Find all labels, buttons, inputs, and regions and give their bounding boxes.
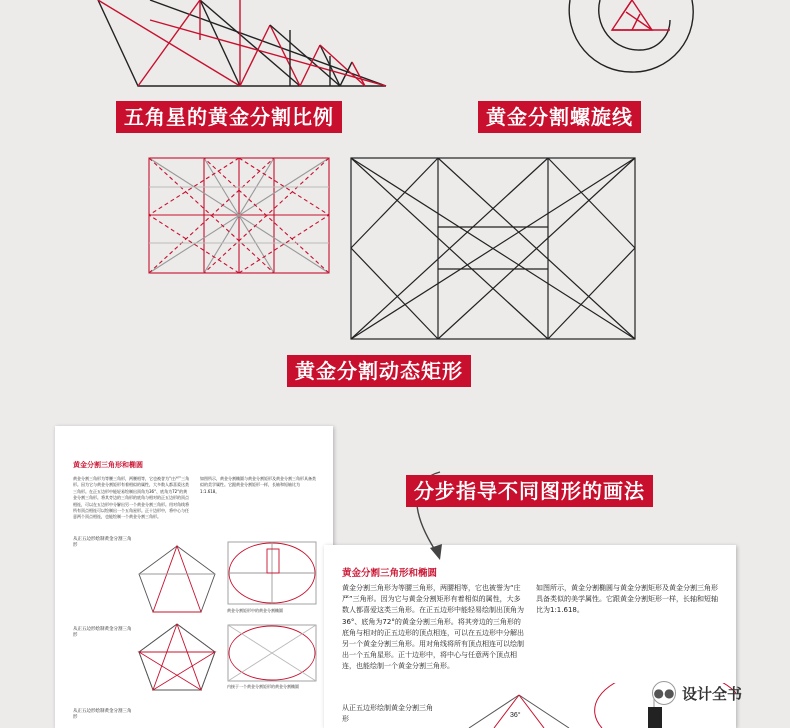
back-pentagon-diagram-2: [135, 622, 219, 692]
wechat-icon: ●●: [652, 681, 676, 705]
back-page-caption-1: 从正五边形绘制黄金分割三角形: [73, 537, 132, 548]
front-page-paragraph-2: 如图所示，黄金分割椭圆与黄金分割矩形及黄金分割三角形具备类似的美学属性。它跟黄金分割矩形一样，长轴和短轴比为1:1.618。: [536, 584, 718, 615]
dynamic-rectangle-diagram: [350, 157, 636, 340]
back-pentagon-diagram-1: [135, 544, 219, 614]
back-page-caption-3: 从正五边形绘制黄金分割三角形: [73, 709, 132, 720]
label-step-guide: 分步指导不同图形的画法: [406, 475, 653, 507]
golden-spiral-diagram: [560, 0, 710, 88]
pentagram-ratio-diagram: [90, 0, 390, 88]
front-page-paragraph-1: 黄金分割三角形为等腰三角形，两腰相等，它也被誉为“庄严”三角形。因为它与黄金分割矩形有着相似的属性，大多数人都喜爱这类三角形。在正五边形中能轻易绘制出顶角为36°、底角为72°的黄金分割三角形。将其旁边的三角形的底角与相对的正五边形的顶点相连，可以在五边形中分解出另一个黄金分割三角形。用对角线将所有顶点相连可以绘制出一个五角星形。正十边形中，将中心与任意两个顶点相连，也能绘制一个黄金分割三角形。: [342, 584, 524, 671]
label-golden-spiral: 黄金分割螺旋线: [478, 101, 641, 133]
back-page-paragraph-1: 黄金分割三角形为等腰三角形，两腰相等，它也被誉为“庄严”三角形。因为它与黄金分割矩形有着相似的属性，大多数人都喜爱这类三角形。在正五边形中能轻易绘制出顶角为36°、底角为72°的黄金分割三角形。将其旁边的三角形的底角与相对的正五边形的顶点相连，可以在五边形中分解出另一个黄金分割三角形。用对角线将所有顶点相连可以绘制出一个五角星形。正十边形中，将中心与任意两个顶点相连，也能绘制一个黄金分割三角形。: [73, 476, 190, 520]
back-ellipse-caption-1: 黄金分割矩形中的黄金分割椭圆: [227, 608, 283, 613]
wechat-watermark: [652, 681, 742, 705]
golden-rectangle-red-diagram: [148, 157, 330, 274]
front-angle-label: 36°: [510, 712, 521, 719]
watermark-text: 设计全书: [682, 684, 743, 703]
front-page-caption: 从正五边形绘制黄金分割三角形: [342, 704, 433, 723]
back-page-paragraph-2: 如图所示，黄金分割椭圆与黄金分割矩形及黄金分割三角形具备类似的美学属性。它跟黄金分割矩形一样，长轴和短轴比为1:1.618。: [200, 476, 316, 494]
front-pentagon-diagram: [464, 693, 574, 728]
back-book-page: [55, 426, 333, 728]
front-page-title: 黄金分割三角形和椭圆: [342, 568, 438, 579]
back-ellipse-diagram-1: [227, 541, 317, 606]
label-dynamic-rectangle: 黄金分割动态矩形: [287, 355, 471, 387]
back-page-caption-2: 从正五边形绘制黄金分割三角形: [73, 627, 132, 638]
back-page-title: 黄金分割三角形和椭圆: [73, 461, 143, 469]
back-ellipse-caption-2: 内接于一个黄金分割矩形的黄金分割椭圆: [227, 684, 299, 689]
label-pentagram-ratio: 五角星的黄金分割比例: [116, 101, 342, 133]
back-ellipse-diagram-2: [227, 624, 317, 682]
